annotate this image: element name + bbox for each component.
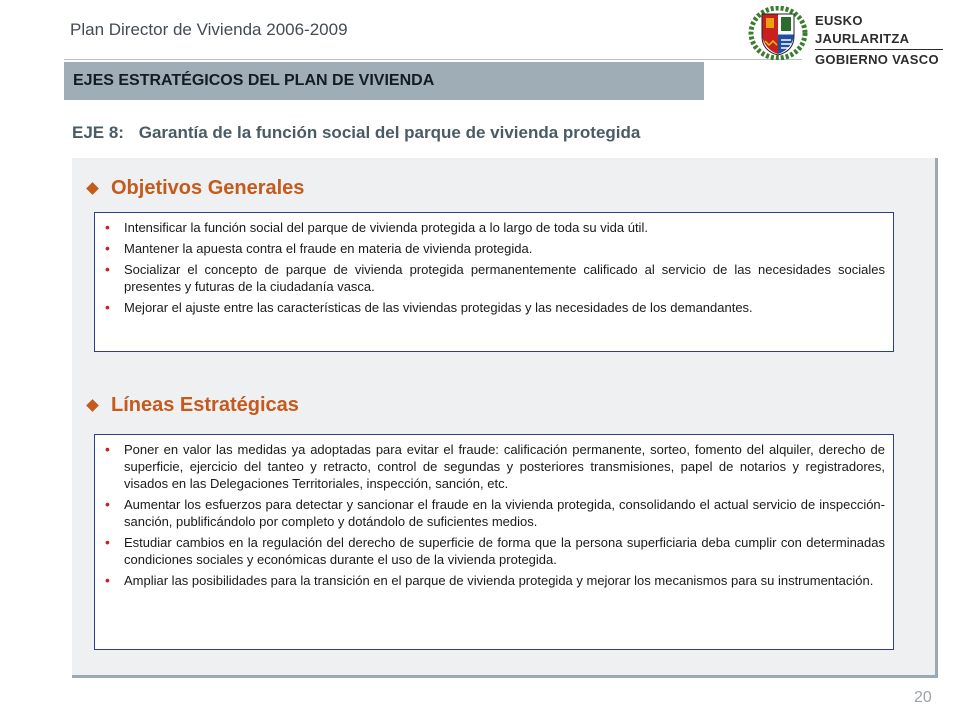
list-item-text: Aumentar los esfuerzos para detectar y sancionar el fraude en la vivienda protegida, consolidando el actual servicio de inspección-sanción, publificándolo por completo y dotándolo de suficientes medios. xyxy=(124,497,885,529)
lineas-heading xyxy=(86,394,299,417)
lineas-list xyxy=(103,441,885,589)
diamond-bullet-icon xyxy=(86,182,99,195)
eje-heading xyxy=(72,123,640,143)
bullet-icon: • xyxy=(105,496,110,512)
government-name xyxy=(815,12,960,69)
bullet-icon: • xyxy=(105,534,110,550)
page-number: 20 xyxy=(914,689,932,706)
objetivos-heading xyxy=(86,177,304,200)
bullet-icon: • xyxy=(105,299,110,315)
objetivos-heading-text: Objetivos Generales xyxy=(111,177,305,199)
list-item-text: Estudiar cambios en la regulación del derecho de superficie de forma que la persona superficiaria deba cumplir con determinadas condiciones sociales y económicas durante el uso de la vivienda protegida. xyxy=(124,535,885,567)
list-item-text: Ampliar las posibilidades para la transición en el parque de vivienda protegida y mejorar los mecanismos para su instrumentación. xyxy=(124,573,874,588)
bullet-icon: • xyxy=(105,219,110,235)
government-name-divider xyxy=(815,49,943,50)
section-banner: EJES ESTRATÉGICOS DEL PLAN DE VIVIENDA xyxy=(64,62,704,100)
list-item-text: Poner en valor las medidas ya adoptadas para evitar el fraude: calificación permanente, sorteo, fomento del alquiler, derecho de superficie, ejercicio del tanteo y retracto, control de segundas y posteriores transmisiones, papel de notarios y registradores, visados en las Delegaciones Territoriales, inspección, sanción, etc. xyxy=(124,442,885,491)
bullet-icon: • xyxy=(105,240,110,256)
list-item-text: Intensificar la función social del parque de vivienda protegida a lo largo de toda su vida útil. xyxy=(124,220,648,235)
eje-number: EJE 8: xyxy=(72,123,124,142)
list-item-text: Mejorar el ajuste entre las características de las viviendas protegidas y las necesidades de los demandantes. xyxy=(124,300,753,315)
government-name-spanish: GOBIERNO VASCO xyxy=(815,52,939,67)
diamond-bullet-icon xyxy=(86,399,99,412)
document-title: Plan Director de Vivienda 2006-2009 xyxy=(70,20,348,39)
list-item-text: Socializar el concepto de parque de vivienda protegida permanentemente calificado al servicio de las necesidades sociales presentes y futuras de la ciudadanía vasca. xyxy=(124,262,885,294)
list-item-text: Mantener la apuesta contra el fraude en materia de vivienda protegida. xyxy=(124,241,533,256)
header-divider xyxy=(64,59,802,60)
list-item xyxy=(103,496,885,530)
objetivos-list xyxy=(103,219,885,316)
lineas-box xyxy=(94,434,894,650)
list-item xyxy=(103,441,885,492)
list-item xyxy=(103,299,885,316)
list-item xyxy=(103,219,885,236)
lineas-heading-text: Líneas Estratégicas xyxy=(111,394,299,416)
bullet-icon: • xyxy=(105,441,110,457)
list-item xyxy=(103,261,885,295)
bullet-icon: • xyxy=(105,572,110,588)
list-item xyxy=(103,534,885,568)
list-item xyxy=(103,240,885,257)
objetivos-box xyxy=(94,212,894,352)
government-name-basque: EUSKO JAURLARITZA xyxy=(815,13,910,46)
bullet-icon: • xyxy=(105,261,110,277)
basque-government-coat-of-arms-icon xyxy=(746,6,810,60)
list-item xyxy=(103,572,885,589)
eje-title: Garantía de la función social del parque de vivienda protegida xyxy=(138,123,641,142)
